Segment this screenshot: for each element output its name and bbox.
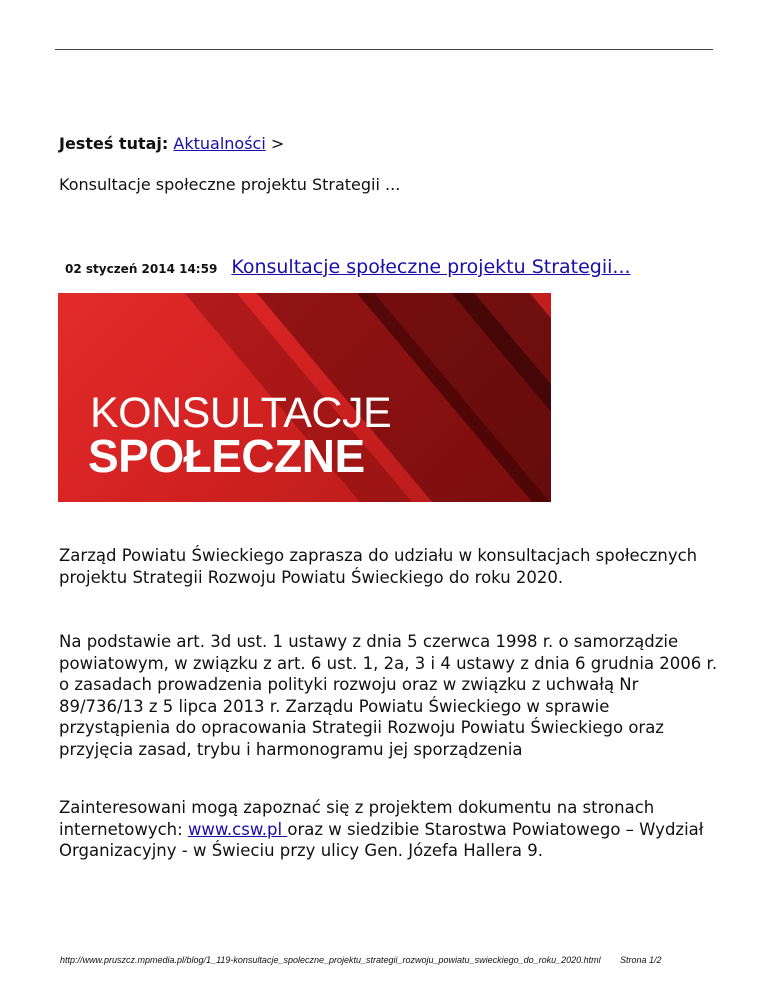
breadcrumb — [59, 134, 284, 154]
csw-link[interactable]: www.csw.pl — [187, 819, 288, 839]
article-header — [65, 256, 728, 278]
paragraph-3-text-after: oraz w siedzibie Starostwa Powiatowego – Wydział Organizacyjny - w Świeciu przy ulicy Gen. Józefa Hallera 9. — [59, 819, 704, 860]
footer-url: http://www.pruszcz.mpmedia.pl/blog/1_119-konsultacje_spoleczne_projektu_strategii_rozwoju_powiatu_swieckiego_do_roku_2020.html — [60, 955, 601, 965]
top-divider — [55, 49, 713, 50]
article-paragraph-2: Na podstawie art. 3d ust. 1 ustawy z dnia 5 czerwca 1998 r. o samorządzie powiatowym, w związku z art. 6 ust. 1, 2a, 3 i 4 ustawy z dnia 6 grudnia 2006 r. o zasadach prowadzenia polityki rozwoju oraz w związku z uchwałą Nr 89/736/13 z 5 lipca 2013 r. Zarządu Powiatu Świeckiego w sprawie przystąpienia do opracowania Strategii Rozwoju Powiatu Świeckiego oraz przyjęcia zasad, trybu i harmonogramu jej sporządzenia — [59, 632, 718, 759]
article-date: 02 styczeń 2014 14:59 — [65, 262, 218, 276]
paragraph-3-text-before: Zainteresowani mogą zapoznać się z projektem dokumentu na stronach internetowych: — [59, 798, 655, 839]
article-title-link[interactable]: Konsultacje społeczne projektu Strategii... — [231, 256, 631, 278]
article-paragraph-3 — [59, 797, 719, 862]
article-paragraph-1: Zarząd Powiatu Świeckiego zaprasza do udziału w konsultacjach społecznych projektu Strategii Rozwoju Powiatu Świeckiego do roku 2020. — [59, 546, 698, 587]
banner-line2: SPOŁECZNE — [88, 430, 365, 482]
footer-page-number: Strona 1/2 — [620, 955, 662, 965]
breadcrumb-label: Jesteś tutaj: — [59, 134, 169, 153]
banner-line1: KONSULTACJE — [90, 389, 392, 437]
page-footer — [60, 955, 720, 965]
breadcrumb-current: Konsultacje społeczne projektu Strategii ... — [59, 175, 401, 194]
breadcrumb-link-aktualnosci[interactable]: Aktualności — [173, 134, 266, 153]
breadcrumb-separator: > — [270, 134, 285, 153]
article-banner-image — [58, 293, 551, 502]
